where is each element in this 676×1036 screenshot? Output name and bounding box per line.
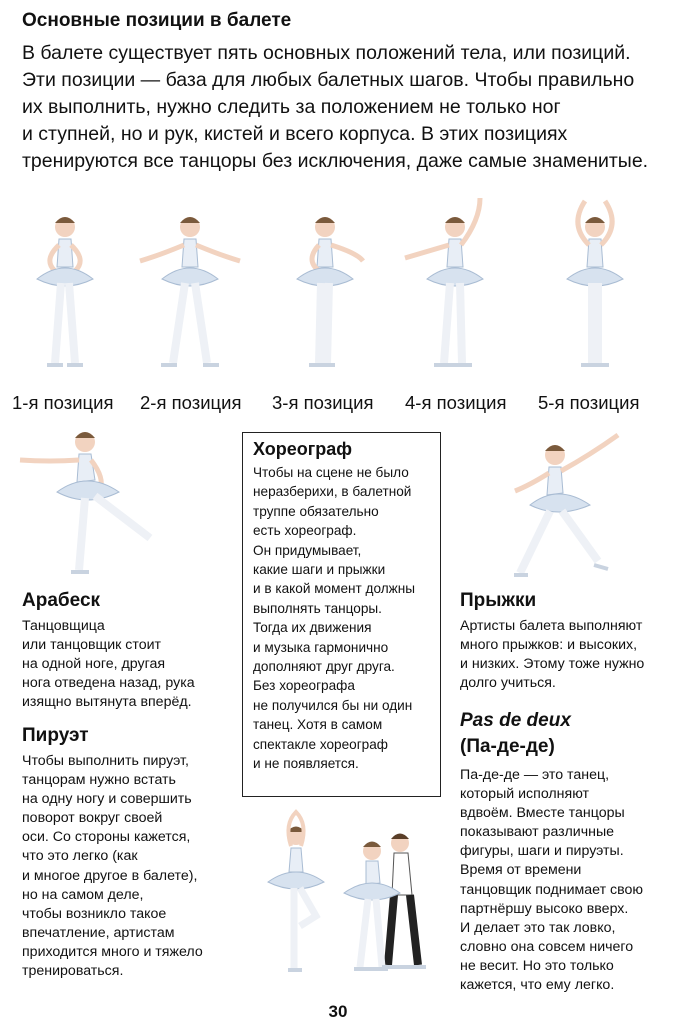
text-line: Время от времени [460, 862, 582, 879]
text-line: показывают различные [460, 824, 615, 841]
pirouette-text [22, 752, 203, 981]
text-line: Тогда их движения [253, 620, 372, 636]
text-line: изящно вытянута вперёд. [22, 694, 192, 711]
text-line: поворот вокруг своей [22, 810, 163, 827]
pasdedeux-heading: Pas de deux [460, 710, 571, 731]
pasdedeux-subheading: (Па-де-де) [460, 736, 555, 757]
pasdedeux-text [460, 766, 643, 995]
position-4-label: 4-я позиция [405, 392, 507, 413]
text-line: партнёршу высоко вверх. [460, 900, 629, 917]
text-line: Без хореографа [253, 678, 355, 694]
text-line: словно она совсем ничего [460, 938, 634, 955]
intro-paragraph [22, 40, 662, 175]
pas-de-deux-illustration [338, 825, 433, 975]
text-line: тренироваться. [22, 963, 124, 980]
page-number: 30 [328, 1002, 348, 1021]
text-line: нога отведена назад, рука [22, 675, 195, 692]
text-line: или танцовщик стоит [22, 637, 162, 654]
text-line: какие шаги и прыжки [253, 562, 386, 578]
jumps-text [460, 617, 644, 693]
text-line: оси. Со стороны кажется, [22, 829, 191, 846]
text-line: Артисты балета выполняют [460, 618, 643, 634]
ballerina-position-3-illustration [285, 205, 365, 375]
text-line: дополняют друг друга. [253, 659, 395, 675]
text-line: и не появляется. [253, 756, 359, 772]
text-line: Чтобы на сцене не было [253, 465, 409, 480]
intro-line: их выполнить, нужно следить за положением не только ног [22, 96, 561, 118]
text-line: долго учиться. [460, 675, 556, 692]
text-line: Танцовщица [22, 618, 105, 634]
text-line: на одной ноге, другая [22, 656, 166, 673]
jumps-heading: Прыжки [460, 590, 537, 611]
text-line: танцовщик поднимает свою [460, 881, 644, 898]
text-line: танец. Хотя в самом [253, 717, 383, 733]
text-line: не весит. Но это только [460, 957, 614, 974]
position-1-label: 1-я позиция [12, 392, 114, 413]
text-line: и в какой момент должны [253, 581, 416, 597]
text-line: много прыжков: и высоких, [460, 637, 638, 654]
pirouette-illustration [262, 808, 330, 978]
text-line: выполнять танцоры. [253, 600, 382, 616]
text-line: Чтобы выполнить пируэт, [22, 753, 189, 769]
text-line: на одну ногу и совершить [22, 791, 192, 808]
ballerina-position-5-illustration [555, 195, 635, 375]
arabesque-heading: Арабеск [22, 590, 101, 611]
text-line: танцорам нужно встать [22, 772, 176, 789]
intro-line: тренируются все танцоры без исключения, даже самые знаменитые. [22, 150, 649, 172]
text-line: не получился бы ни один [253, 697, 413, 713]
text-line: но на самом деле, [22, 886, 144, 903]
position-3-label: 3-я позиция [272, 392, 374, 413]
intro-line: и ступней, но и рук, кистей и всего корпуса. В этих позициях [22, 123, 568, 145]
ballerina-position-2-illustration [135, 205, 245, 375]
intro-line: Эти позиции — база для любых балетных шагов. Чтобы правильно [22, 69, 635, 91]
ballerina-position-4-illustration [400, 190, 510, 375]
choreographer-box [242, 432, 441, 797]
arabesque-illustration [15, 420, 165, 580]
text-line: и многое другое в балете), [22, 867, 198, 884]
text-line: неразберихи, в балетной [253, 484, 412, 500]
text-line: и музыка гармонично [253, 639, 389, 655]
text-line: Па-де-де — это танец, [460, 767, 610, 783]
text-line: чтобы возникло такое [22, 905, 167, 922]
text-line: который исполняют [460, 786, 590, 803]
text-line: И делает это так ловко, [460, 919, 616, 936]
text-line: впечатление, артистам [22, 924, 175, 941]
text-line: труппе обязательно [253, 503, 379, 519]
arabesque-text [22, 617, 195, 712]
text-line: и низких. Этому тоже нужно [460, 656, 645, 673]
pirouette-heading: Пируэт [22, 725, 89, 746]
text-line: спектакле хореограф [253, 736, 388, 752]
text-line: есть хореограф. [253, 523, 357, 539]
jump-illustration [500, 425, 630, 585]
choreographer-heading: Хореограф [253, 439, 353, 459]
text-line: Он придумывает, [253, 542, 362, 558]
text-line: вдвоём. Вместе танцоры [460, 805, 625, 822]
text-line: кажется, что ему легко. [460, 977, 615, 994]
ballerina-position-1-illustration [25, 205, 105, 375]
choreographer-text [253, 463, 430, 774]
position-5-label: 5-я позиция [538, 392, 640, 413]
page-title: Основные позиции в балете [22, 10, 292, 31]
text-line: фигуры, шаги и пируэты. [460, 843, 624, 860]
position-2-label: 2-я позиция [140, 392, 242, 413]
text-line: приходится много и тяжело [22, 943, 203, 960]
text-line: что это легко (как [22, 848, 138, 865]
intro-line: В балете существует пять основных положений тела, или позиций. [22, 42, 631, 64]
